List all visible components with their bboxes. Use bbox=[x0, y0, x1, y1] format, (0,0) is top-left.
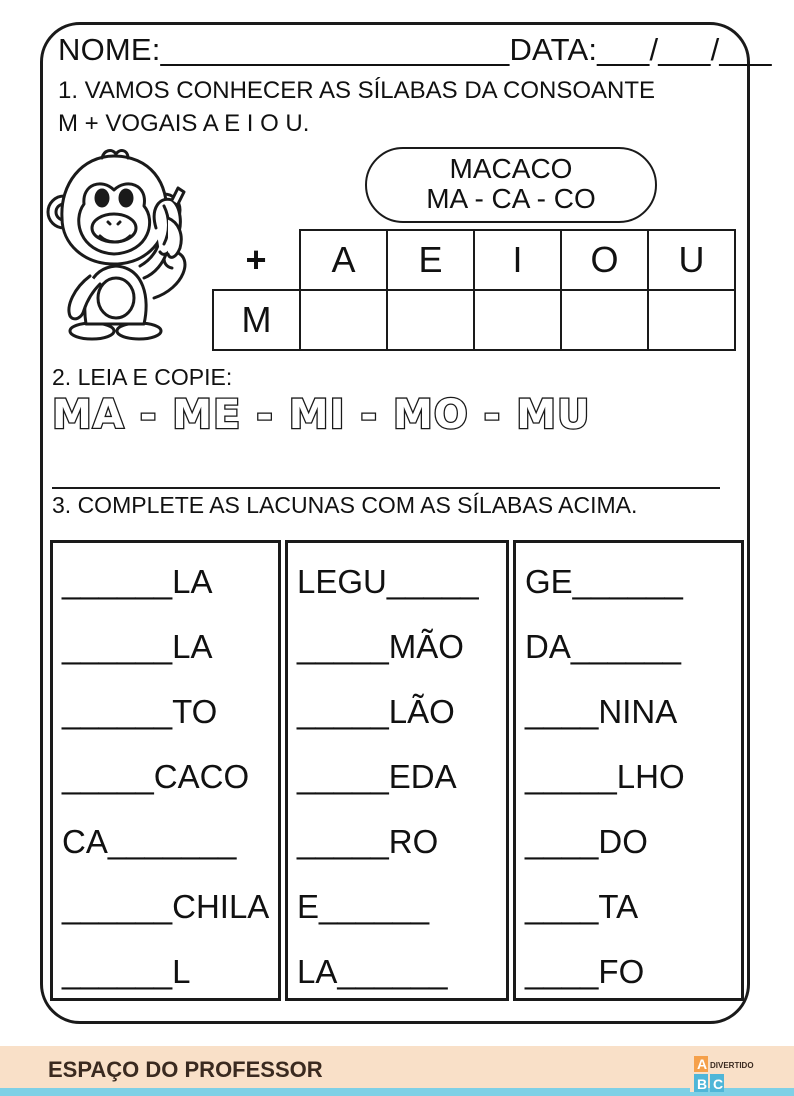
name-field[interactable]: ____________________ bbox=[160, 32, 510, 67]
fill-in-word[interactable]: ____DO bbox=[525, 823, 648, 860]
vowel-o: O bbox=[561, 230, 648, 290]
fill-in-word[interactable]: E______ bbox=[297, 888, 430, 925]
answer-cell-mo[interactable] bbox=[561, 290, 648, 350]
exercise3-instruction: 3. COMPLETE AS LACUNAS COM AS SÍLABAS ACIMA. bbox=[52, 492, 638, 518]
fill-in-word[interactable]: ____NINA bbox=[525, 693, 678, 730]
logo-letter-c: C bbox=[713, 1076, 724, 1092]
answer-cell-me[interactable] bbox=[387, 290, 474, 350]
fill-in-word[interactable]: _____MÃO bbox=[297, 628, 464, 665]
logo-text: DIVERTIDO bbox=[710, 1061, 754, 1070]
example-syllables: MA - CA - CO bbox=[426, 183, 596, 214]
fill-in-word[interactable]: ____FO bbox=[525, 953, 645, 990]
fill-in-word[interactable]: ______CHILA bbox=[62, 888, 270, 925]
exercise1-instruction-line1: 1. VAMOS CONHECER AS SÍLABAS DA CONSOANTE bbox=[58, 77, 656, 104]
answer-cell-mi[interactable] bbox=[474, 290, 561, 350]
vowel-u: U bbox=[648, 230, 735, 290]
fill-in-word[interactable]: _____EDA bbox=[297, 758, 457, 795]
fill-in-word[interactable]: ______LA bbox=[62, 563, 213, 600]
plus-sign: + bbox=[245, 238, 267, 280]
vowel-a: A bbox=[300, 230, 387, 290]
date-label: DATA: bbox=[509, 32, 598, 67]
outlined-syllables: MA - ME - MI - MO - MU bbox=[52, 392, 591, 438]
vowel-e: E bbox=[387, 230, 474, 290]
exercise2-instruction: 2. LEIA E COPIE: bbox=[52, 364, 233, 390]
word-column-2 bbox=[285, 540, 509, 1001]
name-label: NOME: bbox=[58, 32, 161, 67]
abc-divertido-logo bbox=[690, 1052, 770, 1094]
copy-writing-line[interactable] bbox=[52, 487, 720, 489]
answer-cell-ma[interactable] bbox=[300, 290, 387, 350]
example-word: MACACO bbox=[449, 153, 573, 184]
fill-in-word[interactable]: LA______ bbox=[297, 953, 448, 990]
logo-letter-a: A bbox=[697, 1056, 708, 1072]
fill-in-word[interactable]: DA______ bbox=[525, 628, 681, 665]
footer-stripe bbox=[0, 1088, 794, 1096]
fill-in-word[interactable]: ______L bbox=[62, 953, 191, 990]
answer-cell-mu[interactable] bbox=[648, 290, 735, 350]
fill-in-word[interactable]: _____LÃO bbox=[297, 693, 455, 730]
fill-in-word[interactable]: ______LA bbox=[62, 628, 213, 665]
date-field[interactable]: ___/___/___ bbox=[597, 32, 772, 67]
fill-in-word[interactable]: ______TO bbox=[62, 693, 218, 730]
fill-in-word[interactable]: GE______ bbox=[525, 563, 683, 600]
vowel-i: I bbox=[474, 230, 561, 290]
fill-in-word[interactable]: LEGU_____ bbox=[297, 563, 479, 600]
example-word-pill bbox=[365, 147, 657, 223]
exercise1-instruction-line2: M + VOGAIS A E I O U. bbox=[58, 110, 310, 137]
fill-in-word[interactable]: _____CACO bbox=[62, 758, 250, 795]
word-column-1 bbox=[50, 540, 281, 1001]
name-date-header bbox=[58, 32, 772, 68]
fill-in-word[interactable]: _____RO bbox=[297, 823, 439, 860]
teacher-space-title: ESPAÇO DO PROFESSOR bbox=[48, 1057, 323, 1082]
logo-letter-b: B bbox=[697, 1076, 708, 1092]
fill-in-word[interactable]: CA_______ bbox=[62, 823, 237, 860]
fill-in-word[interactable]: ____TA bbox=[525, 888, 639, 925]
word-column-3 bbox=[513, 540, 744, 1001]
syllable-table bbox=[212, 229, 736, 351]
consonant-m: M bbox=[213, 290, 300, 350]
fill-in-word[interactable]: _____LHO bbox=[525, 758, 685, 795]
monkey-with-banana-icon bbox=[44, 148, 194, 344]
